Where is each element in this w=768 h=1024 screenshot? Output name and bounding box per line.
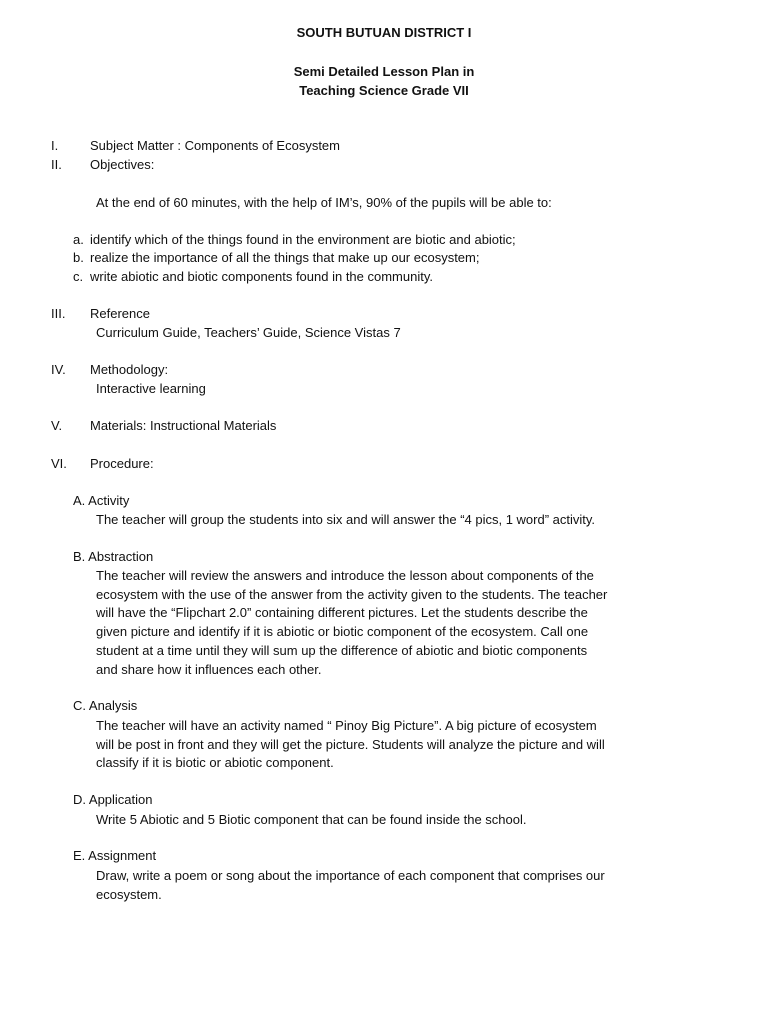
objective-item: write abiotic and biotic components found in the community.	[90, 269, 433, 284]
procedure-line: student at a time until they will sum up the difference of abiotic and biotic components	[96, 642, 588, 658]
procedure-line: given picture and identify if it is abiotic or biotic component of the ecosystem. Call one	[96, 624, 589, 640]
procedure-line: The teacher will review the answers and introduce the lesson about components of the	[96, 568, 594, 583]
procedure-heading-activity: A. Activity	[73, 493, 130, 508]
procedure-line: will be post in front and they will get the picture. Students will analyze the picture and will	[96, 736, 605, 752]
title-line-2: Teaching Science Grade VII	[299, 83, 469, 98]
procedure-line: ecosystem.	[96, 886, 162, 902]
section-methodology: Methodology:	[90, 362, 169, 377]
section-objectives: Objectives:	[90, 157, 155, 172]
procedure-heading-abstraction: B. Abstraction	[73, 549, 154, 564]
procedure-body-abstraction	[96, 567, 607, 679]
district-heading: SOUTH BUTUAN DISTRICT I	[296, 25, 472, 40]
procedure-line: ecosystem with the use of the answer from the activity given to the students. The teacher	[96, 586, 608, 602]
procedure-line: will have the “Flipchart 2.0” containing different pictures. Let the students describe the	[96, 605, 588, 621]
procedure-heading-analysis: C. Analysis	[73, 698, 138, 713]
procedure-body-activity	[96, 511, 595, 530]
reference-text: Curriculum Guide, Teachers’ Guide, Science Vistas 7	[96, 325, 401, 340]
section-number: II.	[51, 157, 62, 172]
title-line-1: Semi Detailed Lesson Plan in	[293, 64, 475, 79]
objective-letter: c.	[73, 269, 84, 284]
section-number: III.	[51, 306, 66, 321]
procedure-line: The teacher will have an activity named “ Pinoy Big Picture”. A big picture of ecosystem	[96, 718, 597, 733]
objective-item: identify which of the things found in the environment are biotic and abiotic;	[90, 232, 516, 247]
section-subject-matter: Subject Matter : Components of Ecosystem	[90, 138, 340, 153]
procedure-body-assignment	[96, 867, 605, 904]
section-number: IV.	[51, 362, 66, 377]
objective-letter: b.	[73, 250, 84, 265]
section-procedure: Procedure:	[90, 456, 154, 471]
procedure-line: The teacher will group the students into six and will answer the “4 pics, 1 word” activity.	[96, 512, 596, 527]
procedure-line: Draw, write a poem or song about the importance of each component that comprises our	[96, 868, 605, 883]
objective-letter: a.	[73, 232, 84, 247]
section-number: V.	[51, 418, 63, 433]
section-materials: Materials: Instructional Materials	[90, 418, 277, 433]
procedure-line: and share how it influences each other.	[96, 661, 322, 677]
section-reference: Reference	[90, 306, 150, 321]
procedure-line: classify if it is biotic or abiotic component.	[96, 755, 334, 771]
procedure-line: Write 5 Abiotic and 5 Biotic component that can be found inside the school.	[96, 812, 527, 827]
procedure-heading-application: D. Application	[73, 792, 153, 807]
section-number: VI.	[51, 456, 67, 471]
procedure-body-application	[96, 811, 526, 830]
methodology-text: Interactive learning	[96, 381, 206, 396]
procedure-heading-assignment: E. Assignment	[73, 848, 157, 863]
objective-item: realize the importance of all the things that make up our ecosystem;	[90, 250, 480, 265]
procedure-body-analysis	[96, 717, 605, 773]
objectives-intro: At the end of 60 minutes, with the help of IM’s, 90% of the pupils will be able to:	[96, 195, 552, 210]
section-number: I.	[51, 138, 59, 153]
